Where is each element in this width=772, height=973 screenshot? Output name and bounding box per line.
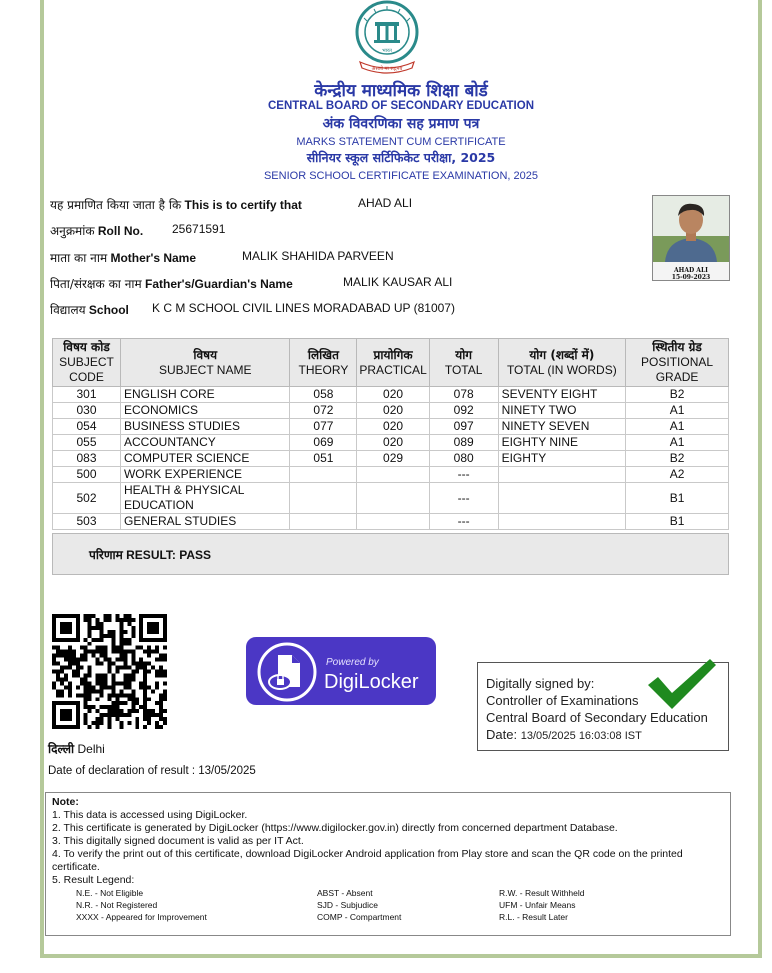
digital-signature-box — [477, 662, 729, 751]
cell-code: 030 — [53, 403, 121, 419]
roll-number: 25671591 — [172, 222, 226, 236]
cell-code: 055 — [53, 435, 121, 451]
column-header-english: SUBJECT CODE — [59, 355, 114, 384]
legend-item: UFM - Unfair Means — [499, 900, 576, 910]
cell-words — [498, 467, 626, 483]
cell-theory: 058 — [290, 387, 357, 403]
declaration-label: Date of declaration of result : — [48, 765, 196, 777]
portrait-image — [653, 196, 729, 262]
school-label-hindi: विद्यालय — [50, 303, 86, 317]
cell-theory — [290, 467, 357, 483]
result-box — [52, 533, 729, 575]
legend-row — [52, 911, 724, 923]
column-header-english: TOTAL — [444, 362, 483, 377]
place-hindi: दिल्ली — [48, 742, 75, 756]
cell-words — [498, 483, 626, 514]
column-header — [120, 339, 290, 387]
column-header-english: THEORY — [298, 362, 349, 377]
exam-title-english: SENIOR SCHOOL CERTIFICATE EXAMINATION, 2025 — [263, 170, 539, 182]
cell-grade: B2 — [626, 451, 729, 467]
cell-grade: B2 — [626, 387, 729, 403]
column-header-english: SUBJECT NAME — [159, 362, 252, 377]
photo-caption-date: 15-09-2023 — [671, 274, 711, 281]
cell-words: NINETY SEVEN — [498, 419, 626, 435]
cell-code: 083 — [53, 451, 121, 467]
checkmark-icon — [644, 655, 720, 713]
cell-practical — [357, 467, 429, 483]
board-name-english: CENTRAL BOARD OF SECONDARY EDUCATION — [268, 100, 534, 112]
table-row — [53, 451, 729, 467]
cell-theory: 077 — [290, 419, 357, 435]
mother-label — [50, 249, 196, 266]
cell-name: COMPUTER SCIENCE — [120, 451, 290, 467]
column-header-hindi: स्थितीय ग्रेड — [652, 340, 702, 354]
cell-practical — [357, 483, 429, 514]
note-item: 4. To verify the print out of this certificate, download DigiLocker Android application from Play store and scan the QR code on the printed certificate. — [52, 848, 683, 873]
column-header — [626, 339, 729, 387]
cell-name: WORK EXPERIENCE — [120, 467, 290, 483]
cell-total: 080 — [429, 451, 498, 467]
place-english: Delhi — [77, 742, 105, 756]
cell-grade: A1 — [626, 419, 729, 435]
cell-words: EIGHTY — [498, 451, 626, 467]
signer-org: Central Board of Secondary Education — [486, 710, 708, 725]
mother-label-english: Mother's Name — [110, 251, 197, 265]
cell-grade: B1 — [626, 483, 729, 514]
roll-label-hindi: अनुक्रमांक — [50, 224, 95, 238]
cell-name: ECONOMICS — [120, 403, 290, 419]
note-item: 2. This certificate is generated by DigiLocker (https://www.digilocker.gov.in) directly from concerned department Database. — [52, 822, 618, 834]
digilocker-brand: DigiLocker — [324, 671, 419, 693]
table-row — [53, 514, 729, 530]
certificate-title-hindi: अंक विवरणिका सह प्रमाण पत्र — [322, 116, 480, 132]
column-header-hindi: विषय — [193, 347, 218, 362]
cell-name: ENGLISH CORE — [120, 387, 290, 403]
result-legend — [52, 887, 724, 923]
cell-name: HEALTH & PHYSICAL EDUCATION — [120, 483, 290, 514]
mother-name: MALIK SHAHIDA PARVEEN — [242, 249, 394, 263]
cell-words: SEVENTY EIGHT — [498, 387, 626, 403]
cell-words: NINETY TWO — [498, 403, 626, 419]
cell-grade: B1 — [626, 514, 729, 530]
student-name: AHAD ALI — [358, 196, 413, 210]
cell-code: 500 — [53, 467, 121, 483]
logo-motto: असतो मा सद्गमय — [371, 66, 403, 72]
cell-total: 092 — [429, 403, 498, 419]
school-label — [50, 301, 129, 318]
result-line — [89, 546, 211, 563]
cell-total: 097 — [429, 419, 498, 435]
mother-label-hindi: माता का नाम — [50, 251, 108, 265]
table-row — [53, 435, 729, 451]
legend-item: SJD - Subjudice — [317, 900, 378, 910]
table-row — [53, 387, 729, 403]
board-name-hindi: केन्द्रीय माध्यमिक शिक्षा बोर्ड — [314, 81, 488, 101]
cell-code: 301 — [53, 387, 121, 403]
verification-qr-code[interactable] — [52, 614, 167, 729]
cell-total: 078 — [429, 387, 498, 403]
table-row — [53, 419, 729, 435]
cell-words — [498, 514, 626, 530]
cell-theory: 069 — [290, 435, 357, 451]
cell-total: 089 — [429, 435, 498, 451]
legend-item: COMP - Compartment — [317, 912, 402, 922]
legend-item: R.L. - Result Later — [499, 912, 568, 922]
table-header-row — [53, 339, 729, 387]
legend-row — [52, 887, 724, 899]
cbse-logo — [348, 0, 426, 76]
marks-table — [52, 338, 729, 530]
signed-by-label: Digitally signed by: — [486, 676, 595, 691]
roll-label — [50, 222, 143, 239]
certify-line — [50, 196, 302, 213]
legend-item: N.R. - Not Registered — [76, 900, 158, 910]
cell-name: BUSINESS STUDIES — [120, 419, 290, 435]
cell-theory: 051 — [290, 451, 357, 467]
cell-practical: 020 — [357, 387, 429, 403]
school-name: K C M SCHOOL CIVIL LINES MORADABAD UP (81007) — [152, 301, 455, 315]
cell-practical — [357, 514, 429, 530]
cell-theory — [290, 514, 357, 530]
digilocker-badge — [246, 637, 436, 705]
column-header-hindi: लिखित — [307, 347, 339, 362]
declaration-line — [48, 765, 256, 777]
sign-date-label: Date: — [486, 727, 518, 742]
cell-grade: A2 — [626, 467, 729, 483]
cell-practical: 020 — [357, 435, 429, 451]
exam-title-hindi: सीनियर स्कूल सर्टिफिकेट परीक्षा, 2025 — [306, 150, 496, 165]
sign-date-value: 13/05/2025 16:03:08 IST — [520, 730, 642, 742]
note-item: 1. This data is accessed using DigiLocker. — [52, 809, 248, 821]
column-header-english: PRACTICAL — [359, 362, 427, 377]
column-header — [290, 339, 357, 387]
column-header-hindi: विषय कोड — [63, 340, 110, 354]
column-header — [498, 339, 626, 387]
roll-label-english: Roll No. — [97, 224, 144, 238]
cell-total: --- — [429, 467, 498, 483]
place-line — [48, 740, 105, 757]
digilocker-powered: Powered by — [326, 657, 379, 668]
column-header — [357, 339, 429, 387]
certificate-title-english: MARKS STATEMENT CUM CERTIFICATE — [296, 136, 506, 148]
school-label-english: School — [88, 303, 129, 317]
note-item: 5. Result Legend: — [52, 874, 135, 886]
cell-words: EIGHTY NINE — [498, 435, 626, 451]
result-label-hindi: परिणाम — [89, 548, 123, 562]
marks-body — [53, 387, 729, 530]
cell-theory — [290, 483, 357, 514]
legend-item: ABST - Absent — [317, 888, 373, 898]
cell-name: GENERAL STUDIES — [120, 514, 290, 530]
column-header — [53, 339, 121, 387]
column-header-hindi: योग — [455, 347, 473, 362]
cell-practical: 020 — [357, 403, 429, 419]
cell-practical: 029 — [357, 451, 429, 467]
result-label-english: RESULT: — [126, 548, 176, 562]
father-name: MALIK KAUSAR ALI — [343, 275, 453, 289]
legend-item: N.E. - Not Eligible — [76, 888, 144, 898]
cell-total: --- — [429, 514, 498, 530]
cell-code: 502 — [53, 483, 121, 514]
notes-box — [45, 792, 731, 936]
cell-name: ACCOUNTANCY — [120, 435, 290, 451]
cell-grade: A1 — [626, 435, 729, 451]
declaration-date: 13/05/2025 — [198, 765, 256, 777]
cell-code: 054 — [53, 419, 121, 435]
certify-label-english: This is to certify that — [184, 198, 302, 212]
cell-practical: 020 — [357, 419, 429, 435]
result-value: PASS — [179, 548, 212, 562]
note-item: 3. This digitally signed document is valid as per IT Act. — [52, 835, 304, 847]
father-label-hindi: पिता/संरक्षक का नाम — [50, 277, 142, 291]
student-photo — [652, 195, 730, 281]
note-title: Note: — [52, 796, 79, 808]
legend-item: XXXX - Appeared for Improvement — [76, 912, 207, 922]
signer-title: Controller of Examinations — [486, 693, 639, 708]
table-row — [53, 467, 729, 483]
father-label — [50, 275, 293, 292]
digilocker-icon — [256, 641, 318, 703]
cell-theory: 072 — [290, 403, 357, 419]
table-row — [53, 483, 729, 514]
logo-text-mid: भारत — [382, 48, 392, 54]
column-header-english: POSITIONAL GRADE — [641, 355, 714, 384]
photo-caption-name: AHAD ALI — [674, 267, 708, 274]
note-items — [52, 809, 724, 887]
certify-label-hindi: यह प्रमाणित किया जाता है कि — [50, 198, 182, 212]
father-label-english: Father's/Guardian's Name — [145, 277, 293, 291]
table-row — [53, 403, 729, 419]
column-header-hindi: प्रायोगिक — [373, 347, 413, 362]
column-header-hindi: योग (शब्दों में) — [529, 347, 595, 362]
legend-row — [52, 899, 724, 911]
column-header-english: TOTAL (IN WORDS) — [506, 362, 617, 377]
cell-total: --- — [429, 483, 498, 514]
legend-item: R.W. - Result Withheld — [499, 888, 585, 898]
cell-grade: A1 — [626, 403, 729, 419]
cell-code: 503 — [53, 514, 121, 530]
column-header — [429, 339, 498, 387]
